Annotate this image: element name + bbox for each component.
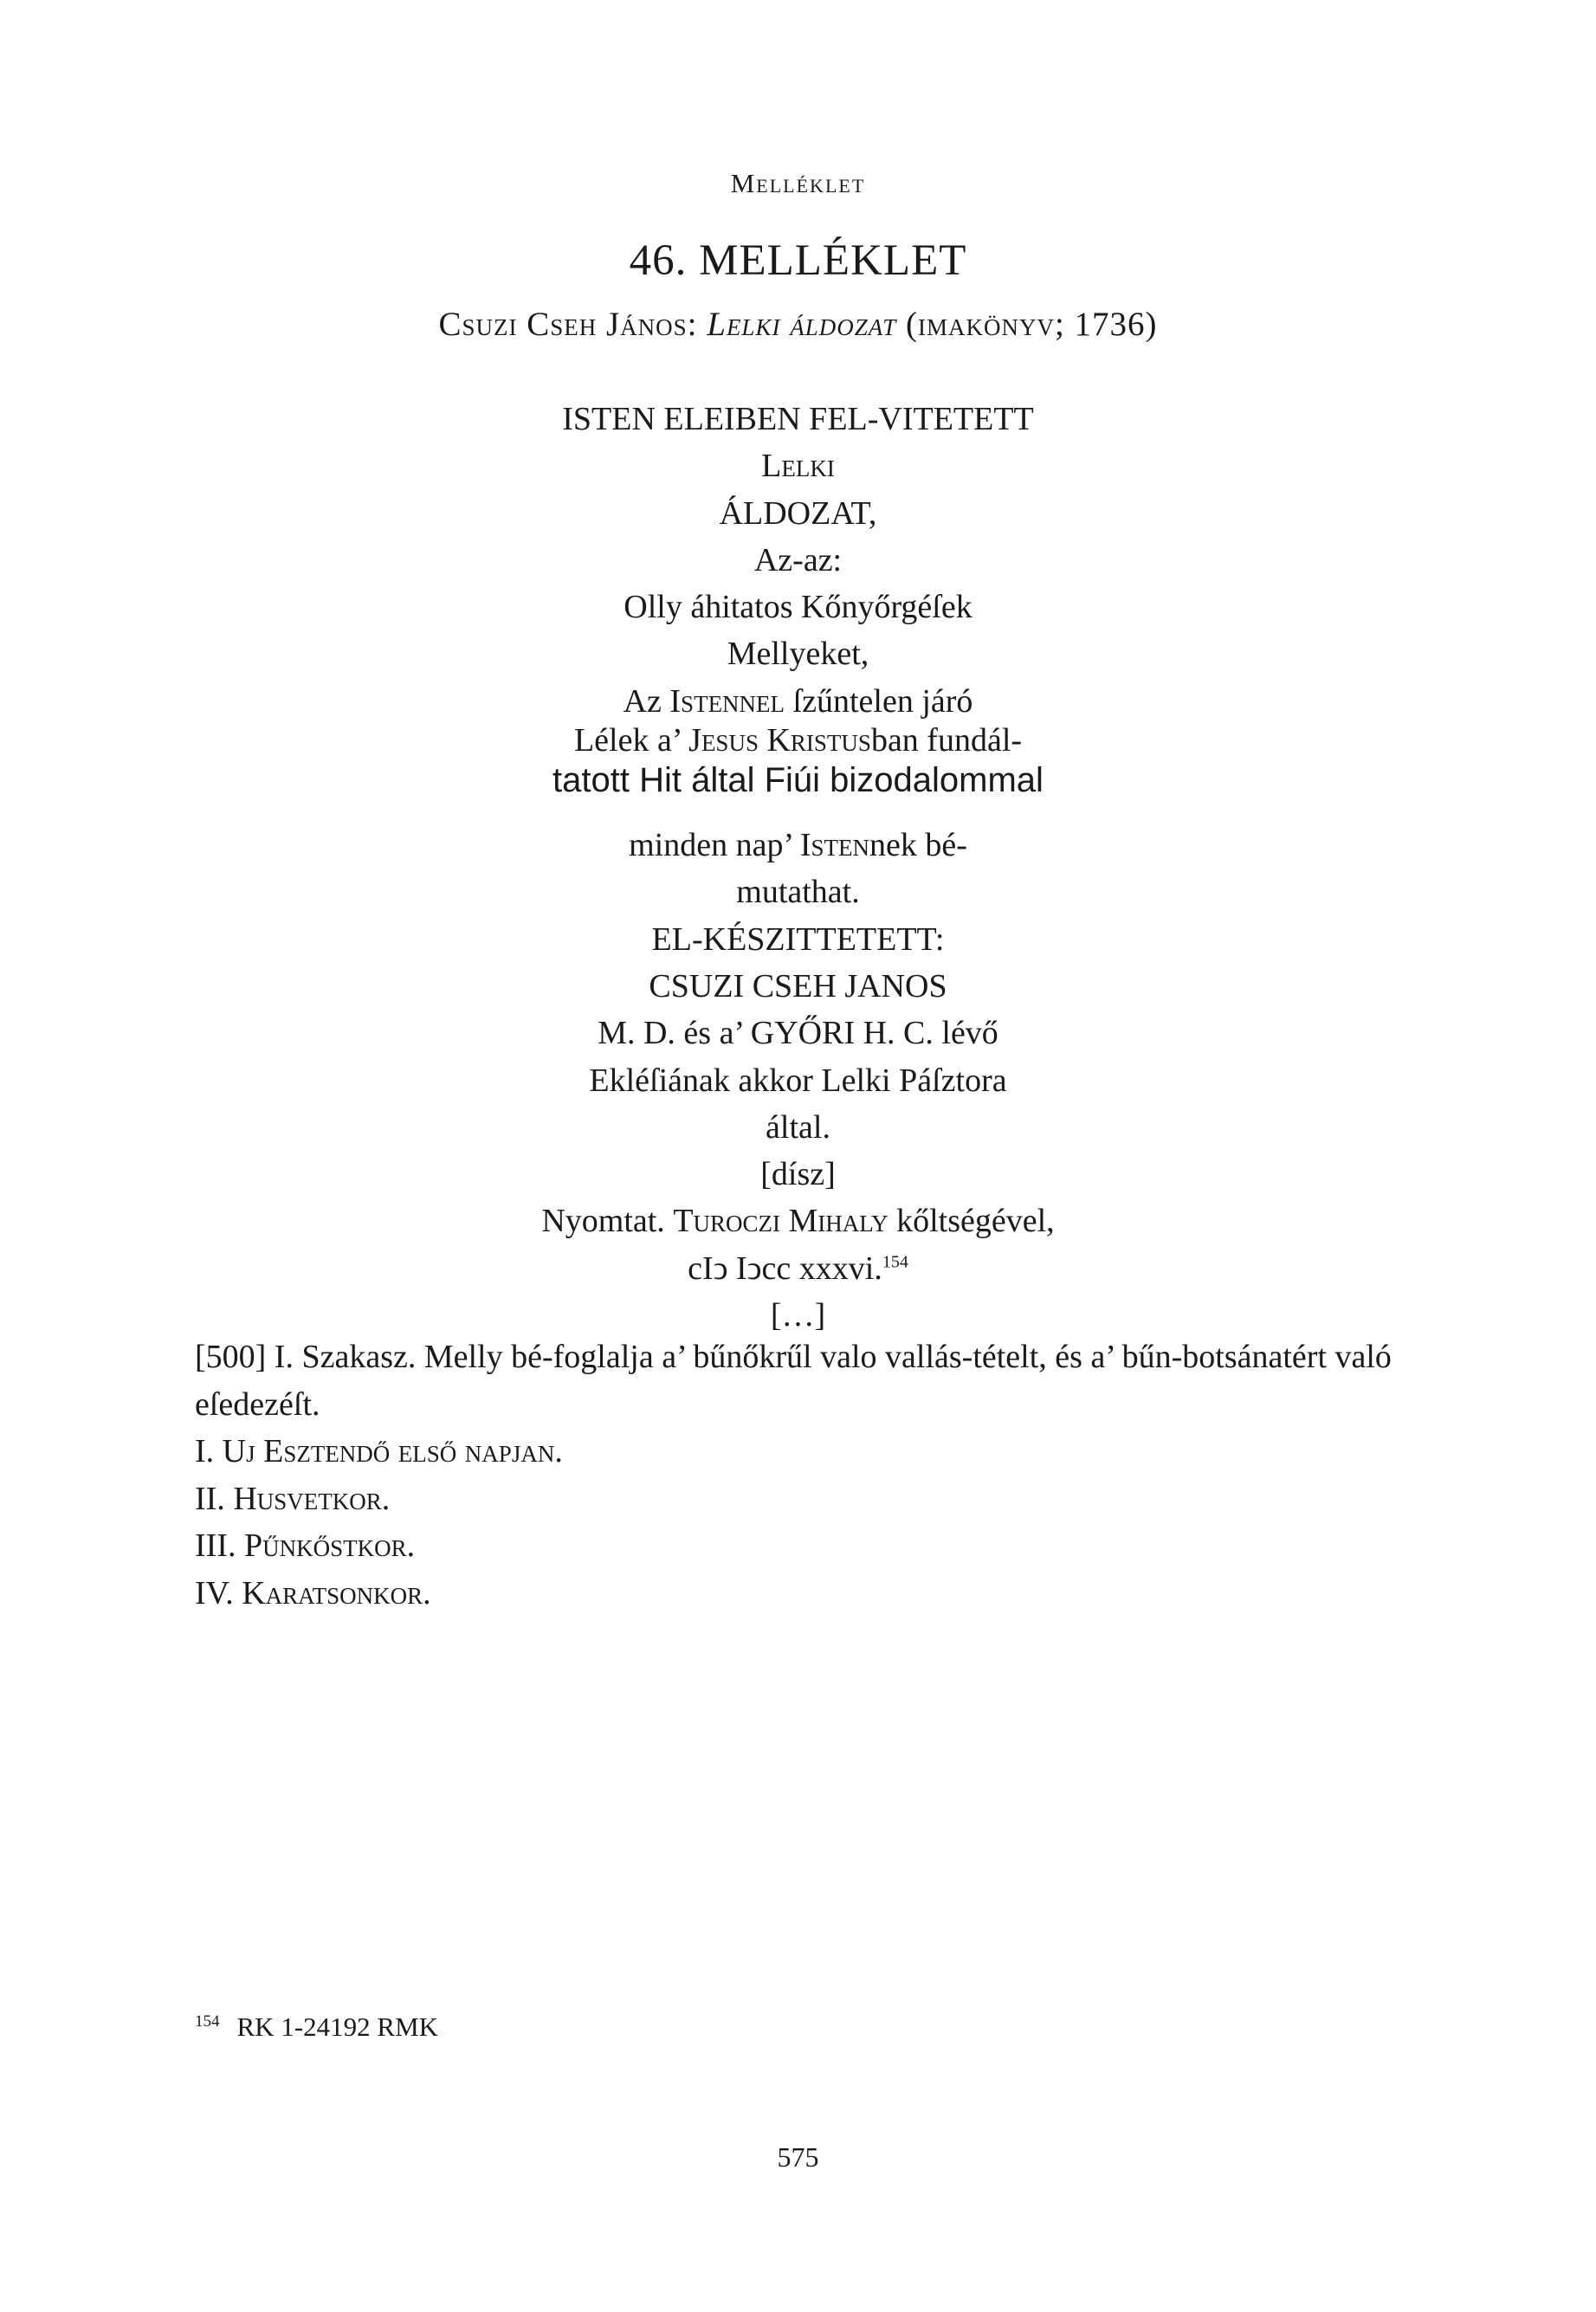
title-text: Lélek a’ (573, 722, 689, 759)
body-text (195, 1334, 1407, 1617)
title-text: ſzűntelen járó (785, 682, 973, 720)
list-item (195, 1428, 1407, 1476)
title-line (0, 1245, 1596, 1292)
title-text-smallcaps: Isten (799, 827, 869, 864)
list-number: II. (195, 1480, 234, 1517)
title-line: […] (770, 1297, 826, 1334)
title-text: minden nap’ (629, 827, 800, 864)
title-text: Nyomtat. (541, 1203, 674, 1240)
title-text: nek bé- (869, 827, 967, 864)
title-line: Az-az: (753, 541, 843, 578)
title-text: Az (623, 682, 670, 720)
title-line: M. D. és a’ GYŐRI H. C. lévő (598, 1015, 998, 1052)
chapter-subtitle (0, 305, 1596, 344)
title-line: ISTEN ELEIBEN FEL-VITETETT (562, 401, 1034, 437)
subtitle-details: (imakönyv; 1736) (896, 306, 1158, 343)
title-line: Mellyeket, (727, 636, 869, 673)
title-line: Ekléſiának akkor Lelki Páſztora (589, 1062, 1007, 1099)
list-text: Husvetkor. (233, 1480, 391, 1517)
list-text: Karatsonkor. (242, 1574, 431, 1611)
title-line (0, 678, 1596, 725)
list-number: III. (195, 1527, 244, 1564)
list-text: Uj Esztendő első napjan. (222, 1433, 563, 1469)
title-line: Lelki (761, 448, 835, 485)
title-line: tatott Hit által Fiúi bizodalommal (552, 761, 1044, 800)
title-page-transcription (0, 396, 1596, 1339)
chapter-title: 46. MELLÉKLET (629, 236, 967, 285)
title-line (0, 822, 1596, 869)
running-head: Melléklet (730, 168, 866, 198)
title-line: [dísz] (760, 1156, 836, 1193)
footnote-text: RK 1-24192 RMK (236, 2012, 439, 2042)
title-text: kőltségével, (888, 1203, 1055, 1240)
list-item (195, 1570, 1407, 1618)
title-line: által. (766, 1108, 830, 1146)
page-number: 575 (777, 2141, 819, 2173)
title-text: ban fundál- (870, 722, 1023, 759)
title-text-smallcaps: Istennel (669, 682, 785, 720)
title-line: EL-KÉSZITTETETT: (651, 920, 945, 958)
title-text-smallcaps: Jesus (688, 722, 759, 759)
list-number: I. (195, 1433, 223, 1469)
title-line (0, 1198, 1596, 1244)
title-line: ÁLDOZAT, (719, 494, 877, 532)
list-text: Pűnkőstkor. (243, 1527, 416, 1564)
list-item (195, 1476, 1407, 1523)
title-line: CSUZI CSEH JANOS (649, 967, 947, 1004)
title-line: mutathat. (736, 874, 860, 911)
title-text-smallcaps: Kristus (766, 722, 871, 759)
footnote (195, 2012, 438, 2043)
subtitle-work-title: Lelki áldozat (707, 306, 897, 343)
subtitle-author: Csuzi Cseh János: (438, 306, 708, 343)
title-line: Olly áhitatos Kőnyőrgéſek (624, 589, 972, 626)
title-line (0, 722, 1596, 759)
list-item (195, 1522, 1407, 1570)
title-text-smallcaps: Turoczi Mihaly (673, 1203, 888, 1240)
body-paragraph: [500] I. Szakasz. Melly bé-foglalja a’ bűnőkrűl valo vallás-tételt, és a’ bűn-botsánatért való eſedezéſt. (195, 1339, 1392, 1423)
list-number: IV. (195, 1574, 242, 1611)
footnote-reference[interactable]: 154 (882, 1252, 908, 1272)
footnote-number: 154 (195, 2012, 220, 2031)
title-text: cIↄ Iↄcc xxxvi. (688, 1250, 882, 1287)
